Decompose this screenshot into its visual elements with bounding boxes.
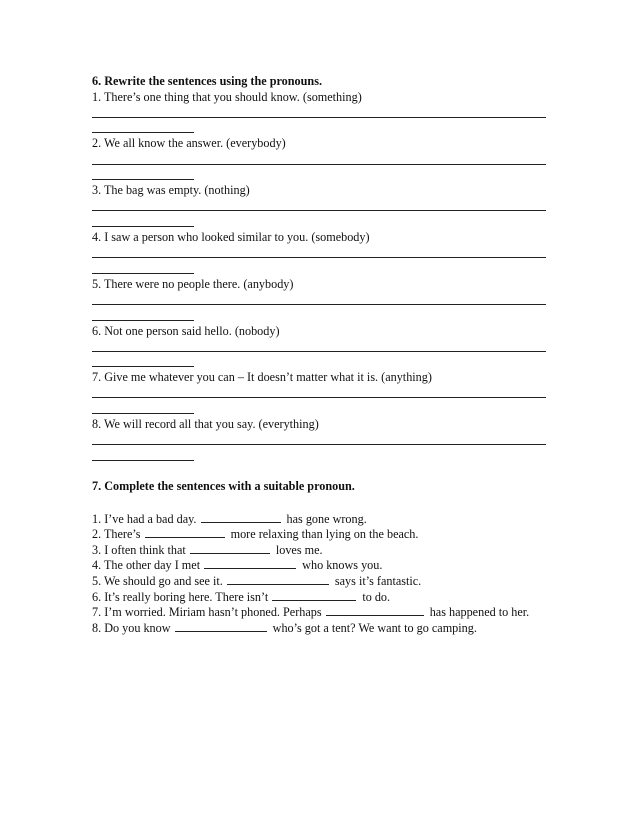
answer-line-continuation[interactable] — [92, 214, 548, 230]
sentence-start: 1. I’ve had a bad day. — [92, 511, 197, 526]
answer-line[interactable] — [92, 199, 548, 215]
prompt-sentence: 5. There were no people there. (anybody) — [92, 276, 294, 291]
fill-in-blank[interactable] — [204, 557, 296, 569]
answer-line-continuation[interactable] — [92, 448, 548, 464]
sentence-start: 2. There’s — [92, 527, 141, 542]
fill-in-sentence — [92, 620, 548, 636]
fill-in-blank[interactable] — [175, 620, 267, 632]
prompt-sentence: 4. I saw a person who looked similar to you. (somebody) — [92, 229, 370, 244]
sentence-end: says it’s fantastic. — [334, 574, 422, 588]
answer-line[interactable] — [92, 246, 548, 262]
section-spacer — [92, 464, 548, 480]
section-spacer — [92, 495, 548, 511]
answer-line[interactable] — [92, 433, 548, 449]
section-6-item — [92, 230, 548, 277]
section-6-item — [92, 90, 548, 137]
fill-in-sentence — [92, 511, 548, 527]
fill-in-blank[interactable] — [145, 526, 225, 538]
fill-in-sentence — [92, 573, 548, 589]
sentence-start: 3. I often think that — [92, 542, 186, 557]
fill-in-blank[interactable] — [326, 604, 424, 616]
prompt-sentence: 6. Not one person said hello. (nobody) — [92, 323, 280, 338]
prompt-sentence: 7. Give me whatever you can – It doesn’t matter what it is. (anything) — [92, 370, 432, 385]
fill-in-sentence — [92, 557, 548, 573]
answer-line[interactable] — [92, 152, 548, 168]
section-6-heading: 6. Rewrite the sentences using the pronouns. — [92, 74, 322, 88]
prompt-sentence: 8. We will record all that you say. (everything) — [92, 417, 319, 432]
fill-in-sentence — [92, 589, 548, 605]
prompt-sentence: 2. We all know the answer. (everybody) — [92, 136, 286, 151]
section-6-item — [92, 277, 548, 324]
prompt-sentence: 3. The bag was empty. (nothing) — [92, 183, 250, 198]
sentence-end: who’s got a tent? We want to go camping. — [272, 620, 477, 635]
answer-line-continuation[interactable] — [92, 308, 548, 324]
prompt-sentence: 1. There’s one thing that you should know. (something) — [92, 89, 362, 104]
sentence-end: has happened to her. — [429, 605, 530, 620]
sentence-end: loves me. — [275, 542, 323, 557]
answer-line[interactable] — [92, 339, 548, 355]
fill-in-sentence — [92, 604, 548, 620]
sentence-start: 8. Do you know — [92, 620, 171, 635]
section-6-item — [92, 324, 548, 371]
answer-line[interactable] — [92, 105, 548, 121]
sentence-start: 6. It’s really boring here. There isn’t — [92, 589, 269, 604]
answer-line-continuation[interactable] — [92, 168, 548, 184]
sentence-end: who knows you. — [302, 558, 383, 573]
sentence-start: 5. We should go and see it. — [92, 574, 223, 588]
worksheet-content — [92, 74, 548, 635]
answer-line-continuation[interactable] — [92, 355, 548, 371]
section-6-item — [92, 183, 548, 230]
sentence-end: to do. — [362, 589, 391, 604]
sentence-start: 4. The other day I met — [92, 558, 201, 573]
sentence-end: has gone wrong. — [286, 511, 367, 526]
sentence-end: more relaxing than lying on the beach. — [230, 527, 419, 542]
answer-line-continuation[interactable] — [92, 121, 548, 137]
fill-in-blank[interactable] — [190, 542, 270, 554]
fill-in-blank[interactable] — [201, 511, 281, 523]
section-6-item — [92, 370, 548, 417]
fill-in-sentence — [92, 526, 548, 542]
answer-line[interactable] — [92, 292, 548, 308]
fill-in-sentence — [92, 542, 548, 558]
fill-in-blank[interactable] — [272, 589, 356, 601]
section-7-heading: 7. Complete the sentences with a suitable pronoun. — [92, 479, 355, 494]
answer-line-continuation[interactable] — [92, 401, 548, 417]
section-6-item — [92, 417, 548, 464]
answer-line-continuation[interactable] — [92, 261, 548, 277]
answer-line[interactable] — [92, 386, 548, 402]
sentence-start: 7. I’m worried. Miriam hasn’t phoned. Perhaps — [92, 605, 322, 620]
section-6-item — [92, 136, 548, 183]
fill-in-blank[interactable] — [227, 573, 329, 585]
